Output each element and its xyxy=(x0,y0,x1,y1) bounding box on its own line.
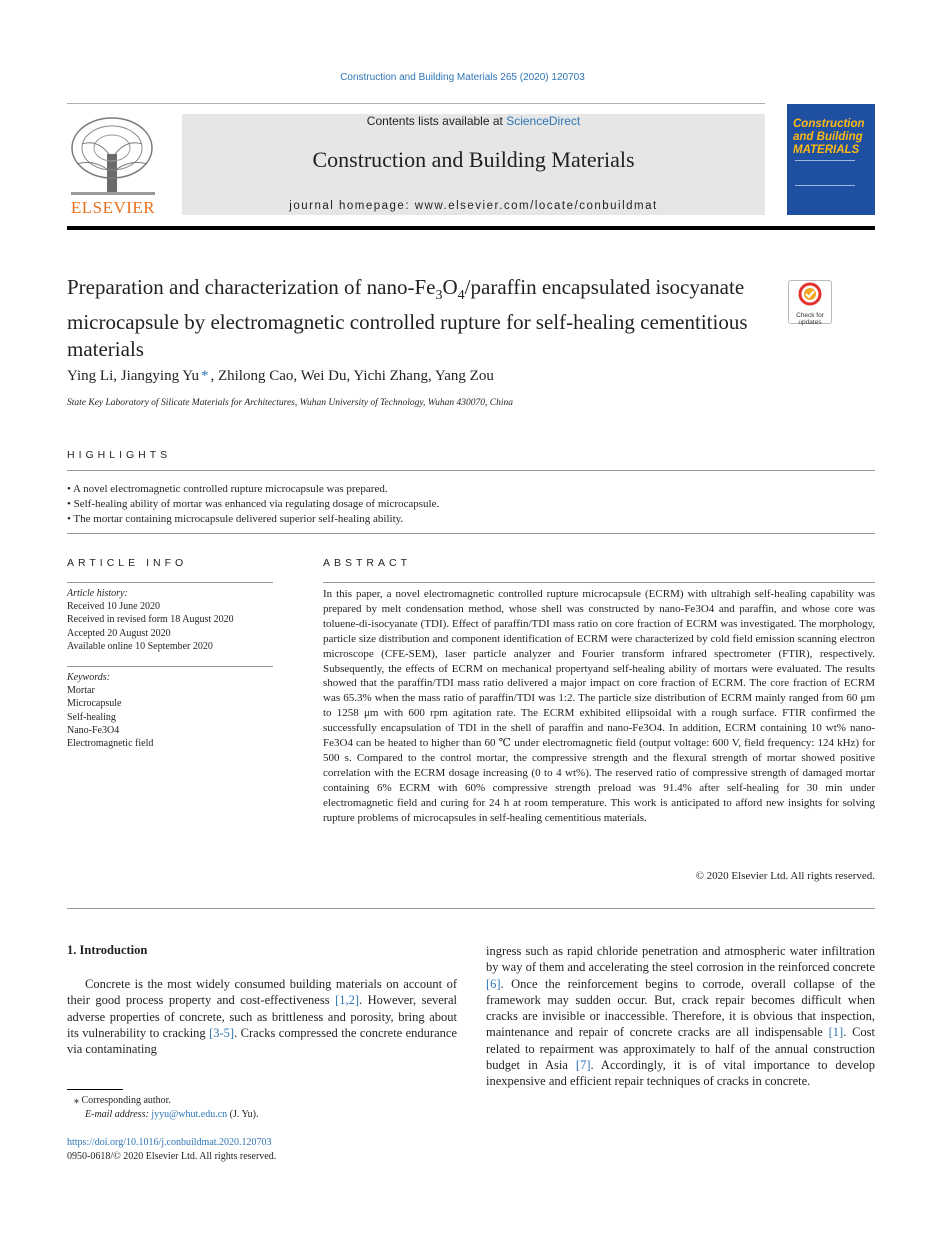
email-suffix: (J. Yu). xyxy=(227,1109,259,1120)
citation-link[interactable]: [3-5] xyxy=(209,1025,235,1040)
elsevier-logo xyxy=(67,114,159,216)
journal-cover[interactable] xyxy=(787,104,875,215)
keywords-list xyxy=(67,671,273,750)
title-subscript-2: 4 xyxy=(457,288,465,304)
highlights-list xyxy=(67,482,875,527)
authors-rest: , Zhilong Cao, Wei Du, Yichi Zhang, Yang Zou xyxy=(210,368,494,384)
article-history-label: Article history: xyxy=(67,588,128,599)
publisher-name: ELSEVIER xyxy=(70,198,156,217)
cover-title-line-3: MATERIALS xyxy=(793,144,860,156)
history-revised: Received in revised form 18 August 2020 xyxy=(67,614,234,626)
history-online: Available online 10 September 2020 xyxy=(67,640,213,652)
homepage-url[interactable]: www.elsevier.com/locate/conbuildmat xyxy=(414,200,658,212)
abstract-bottom-rule xyxy=(67,908,875,909)
abstract-rule xyxy=(323,582,875,583)
contents-line xyxy=(182,114,765,128)
keywords-label: Keywords: xyxy=(67,672,110,683)
header-rule xyxy=(67,103,765,104)
issn-line: 0950-0618/© 2020 Elsevier Ltd. All rights reserved. xyxy=(67,1151,277,1162)
abstract-heading: ABSTRACT xyxy=(323,557,412,569)
keyword-item: Self-healing xyxy=(67,711,116,723)
citation-link[interactable]: [7] xyxy=(575,1058,591,1073)
footnote-corresponding: Corresponding author. xyxy=(81,1095,171,1106)
intro-text: . Cost related to repairment was approximately to half of the annual construction budget in Asia xyxy=(486,1025,875,1073)
title-subscript-1: 3 xyxy=(435,288,443,304)
affiliation: State Key Laboratory of Silicate Materials for Architectures, Wuhan University of Technology, Wuhan 430070, China xyxy=(67,398,514,408)
abstract-copyright: © 2020 Elsevier Ltd. All rights reserved. xyxy=(695,870,875,882)
authors-first: Ying Li, Jiangying Yu xyxy=(67,368,199,384)
history-accepted: Accepted 20 August 2020 xyxy=(67,627,171,639)
intro-heading: 1. Introduction xyxy=(67,943,148,957)
corresponding-author-star[interactable]: * xyxy=(200,368,209,384)
highlight-text: Self-healing ability of mortar was enhanced via regulating dosage of microcapsule. xyxy=(73,498,440,510)
citation-link[interactable]: [6] xyxy=(486,976,501,991)
abstract-text: In this paper, a novel electromagnetic controlled rupture microcapsule (ECRM) with ultrahigh self-healing capability was prepared by melt condensation method, whose shell was constructed by nano-Fe3O4 and paraffin, and whose core was toluene-di-isocyanate (TDI). Effect of paraffin/TDI mass ratio on core fraction of ECRM was investigated. The morphology, particle size distribution and component identification of ECRM were characterized by cold field emission scanning electron microscope (CFE-SEM), laser particle analyzer and Fourier transform infrared spectrometer (FTIR), respectively. Subsequently, the effects of ECRM on mechanical propertyand self-healing ability of mortars were evaluated. The results showed that the paraffin/TDI mass ratio delivered a major impact on core fraction of ECRM. The core fraction of ECRM was 65.3% when the mass ratio of paraffin/TDI was 1:2. The particle size distribution of ECRM mainly ranged from 60 μm to 1258 μm with 600 rpm agitation rate. The ECRM exhibited ellipsoidal with a rough surface. FTIR confirmed the successfully encapsulation of TDI in the shell of paraffin and nano-Fe3O4. In addition, ECRM containing 10 wt% nano-Fe3O4 can be heated to higher than 60 ℃ under electromagnetic field (output voltage: 600 V, field frequency: 124 kHz) for 500 s. Compared to the control mortar, the compressive strength and the flexural strength of mortar showed positive correlation with the ECRM dosage increasing (0 to 4 wt%). The reserved ratio of compressive strength of damaged mortar containing 6% ECRM with 60% compressive strength preload was 91.4% after self-healing for 30 min under electromagnetic field and curing for 24 h at room temperature. This work is anticipated to afford new insights for solving rupture problems of microcapsules in self-healing cementitious materials. xyxy=(323,588,875,824)
intro-text: . Once the reinforcement begins to corrode, overall collapse of the framework may sudden occur. But, crack repair becomes difficult when cracks are invisible or inaccessible. Therefore, it is obvious that inspection, maintenance and repair of concrete cracks are all indispensable xyxy=(486,976,875,1040)
keywords-rule xyxy=(67,666,273,667)
intro-text: . Accordingly, it is of vital importance to develop inexpensive and efficient repair techniques of cracks in concrete. xyxy=(486,1058,876,1089)
highlight-text: The mortar containing microcapsule delivered superior self-healing ability. xyxy=(73,513,404,525)
highlight-text: A novel electromagnetic controlled rupture microcapsule was prepared. xyxy=(73,483,388,495)
author-list xyxy=(67,368,494,385)
article-history xyxy=(67,587,273,653)
email-link[interactable]: jyyu@whut.edu.cn xyxy=(151,1109,228,1120)
journal-name: Construction and Building Materials xyxy=(312,147,635,172)
email-footnote xyxy=(85,1108,258,1122)
check-updates-icon xyxy=(789,281,831,307)
check-updates-line-2: updates xyxy=(798,319,822,326)
cover-text-block xyxy=(795,160,855,186)
check-for-updates-button[interactable] xyxy=(788,280,832,324)
highlights-top-rule xyxy=(67,470,875,471)
check-updates-line-1: Check for xyxy=(796,312,824,319)
sciencedirect-link[interactable]: ScienceDirect xyxy=(506,114,581,128)
email-label: E-mail address: xyxy=(85,1109,152,1120)
title-part-2: /paraffin encapsulated isocyanate microcapsule by electromagnetic controlled rupture for self-healing cementitious materials xyxy=(67,275,748,362)
contents-prefix: Contents lists available at xyxy=(366,114,507,128)
title-o: O xyxy=(442,275,458,299)
highlights-bottom-rule xyxy=(67,533,875,534)
doi-link[interactable]: https://doi.org/10.1016/j.conbuildmat.2020.120703 xyxy=(67,1137,272,1148)
citation-link[interactable]: [1,2] xyxy=(335,993,360,1008)
article-info-heading: ARTICLE INFO xyxy=(67,557,188,569)
intro-column-1 xyxy=(67,976,457,1057)
cover-title xyxy=(793,118,865,157)
article-title xyxy=(67,274,767,363)
article-info-rule xyxy=(67,582,273,583)
highlights-heading: HIGHLIGHTS xyxy=(67,449,172,461)
highlight-item: • The mortar containing microcapsule delivered superior self-healing ability. xyxy=(67,513,404,525)
intro-text: . However, several adverse properties of concrete, such as brittleness and porosity, bring about its vulnerability to cracking xyxy=(67,993,457,1040)
journal-homepage xyxy=(182,200,765,212)
intro-text: Concrete is the most widely consumed building materials on account of their good process property and cost-effectiveness xyxy=(67,977,457,1008)
header-thick-rule xyxy=(67,226,875,230)
footnote-rule xyxy=(67,1089,123,1090)
keyword-item: Mortar xyxy=(67,685,95,697)
keyword-item: Nano-Fe3O4 xyxy=(67,724,120,736)
corresponding-footnote xyxy=(74,1094,171,1108)
keyword-item: Electromagnetic field xyxy=(67,738,154,750)
highlight-item: • A novel electromagnetic controlled rupture microcapsule was prepared. xyxy=(67,483,388,495)
check-updates-label xyxy=(789,312,831,326)
homepage-prefix: journal homepage: xyxy=(289,200,415,212)
cover-title-line-2: and Building xyxy=(793,131,863,143)
footnote-star: ⁎ xyxy=(74,1095,79,1106)
highlight-item: • Self-healing ability of mortar was enhanced via regulating dosage of microcapsule. xyxy=(67,498,440,510)
cover-title-line-1: Construction xyxy=(793,118,865,130)
keyword-item: Microcapsule xyxy=(67,698,122,710)
citation-link[interactable]: [1] xyxy=(828,1025,844,1040)
title-part-1: Preparation and characterization of nano-Fe xyxy=(67,275,436,299)
intro-text: . Cracks compressed the concrete endurance via contaminating xyxy=(67,1025,457,1057)
intro-text: ingress such as rapid chloride penetration and atmospheric water infiltration by way of them and accelerating the steel corrosion in the reinforced concrete xyxy=(486,944,875,975)
intro-column-2 xyxy=(486,943,875,1090)
journal-reference[interactable]: Construction and Building Materials 265 (2020) 120703 xyxy=(340,72,585,83)
history-received: Received 10 June 2020 xyxy=(67,601,161,613)
